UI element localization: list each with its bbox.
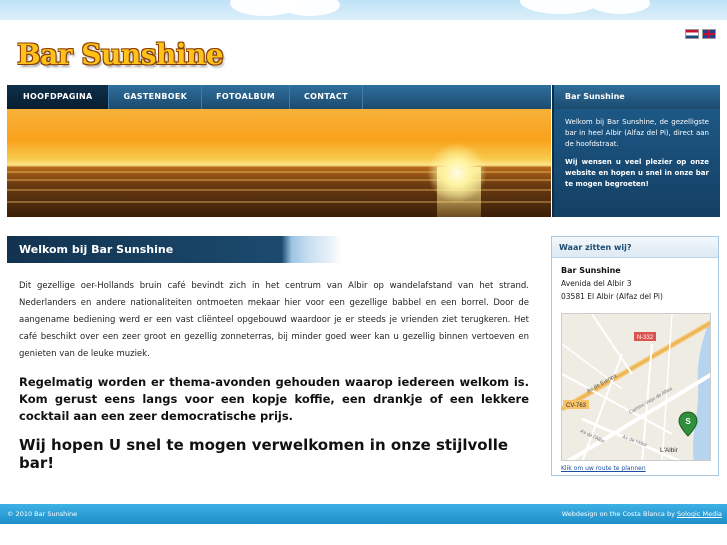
welcome-title-bar — [7, 236, 342, 263]
language-switcher — [685, 29, 716, 39]
map-label-av-albir-1: Av de l'Albir — [579, 428, 606, 445]
footer-credit — [562, 504, 722, 524]
map-label-camino-viejo: Camino Viejo de Altea — [628, 385, 674, 416]
info-panel-title: Bar Sunshine — [554, 85, 720, 109]
welcome-closing-line: Wij hopen U snel te mogen verwelkomen in onze stijlvolle bar! — [19, 436, 509, 472]
en-flag-icon[interactable] — [702, 29, 716, 39]
map-label-cv763: CV-763 — [565, 403, 587, 409]
intro-paragraph: Dit gezellige oer-Hollands bruin café bevindt zich in het centrum van Albir op wandelafstand van het strand. Nederlanders en andere nationaliteiten ontmoeten mekaar hier voor een gezellige babbel en een borrel. Door de aangename bediening werd er een vast cliënteel opgebouwd waardoor je er steeds je vrienden ziet terugkeren. Het café beschikt over een zeer groot en gezellig zonneterras, bij minder goed weer kan u gezellig binnen vertoeven en genieten van de leuke muziek. — [19, 281, 529, 359]
nav-item-gastenboek[interactable]: GASTENBOEK — [109, 85, 202, 109]
info-panel-welcome: Wij wensen u veel plezier op onze website en hopen u snel in onze bar te mogen begroeten! — [565, 158, 709, 188]
page-title: Welkom bij Bar Sunshine — [19, 243, 174, 256]
sun-icon — [427, 143, 487, 203]
nav-item-contact[interactable]: CONTACT — [290, 85, 363, 109]
route-planner-link[interactable]: Klik om uw route te plannen — [561, 465, 646, 472]
location-address-city: 03581 El Albir (Alfaz del Pi) — [561, 292, 663, 301]
footer — [0, 504, 727, 524]
location-name: Bar Sunshine — [561, 266, 621, 275]
footer-credit-text: Webdesign on the Costa Blanca by — [561, 510, 675, 518]
sunset-hero-image — [7, 109, 551, 217]
nl-flag-icon[interactable] — [685, 29, 699, 39]
footer-credit-link[interactable]: Sologic Media — [677, 510, 722, 518]
info-panel-intro: Welkom bij Bar Sunshine, de gezelligste bar in heel Albir (Alfaz del Pi), direct aan de hoofdstraat. — [565, 118, 709, 148]
location-box — [551, 236, 719, 476]
site-logo[interactable]: Bar Sunshine — [17, 38, 224, 71]
map-label-n332: N-332 — [636, 335, 654, 341]
page-bottom-spacer — [0, 524, 727, 545]
nav-item-fotoalbum[interactable]: FOTOALBUM — [202, 85, 290, 109]
map-label-av-europa: Av de Europa — [586, 372, 618, 395]
location-map[interactable] — [561, 313, 711, 461]
page-container — [0, 20, 727, 504]
map-label-town: L'Albir — [660, 447, 678, 454]
footer-copyright: © 2010 Bar Sunshine — [7, 510, 78, 518]
svg-text:S: S — [685, 417, 691, 426]
nav-item-hoofdpagina[interactable]: HOOFDPAGINA — [7, 85, 109, 109]
info-panel — [552, 85, 720, 217]
map-graphic — [562, 314, 711, 461]
location-address-street: Avenida del Albir 3 — [561, 279, 632, 288]
location-title: Waar zitten wij? — [552, 237, 718, 258]
map-label-av-albir-2: Av de l'Albir — [621, 434, 648, 449]
theme-nights-paragraph: Regelmatig worden er thema-avonden gehouden waarop iedereen welkom is. Kom gerust eens langs voor een kopje koffie, een drankje of een lekkere cocktail aan een zeer democratische prijs. — [19, 375, 529, 423]
sky-header-background — [0, 0, 727, 22]
main-navigation — [7, 85, 551, 109]
